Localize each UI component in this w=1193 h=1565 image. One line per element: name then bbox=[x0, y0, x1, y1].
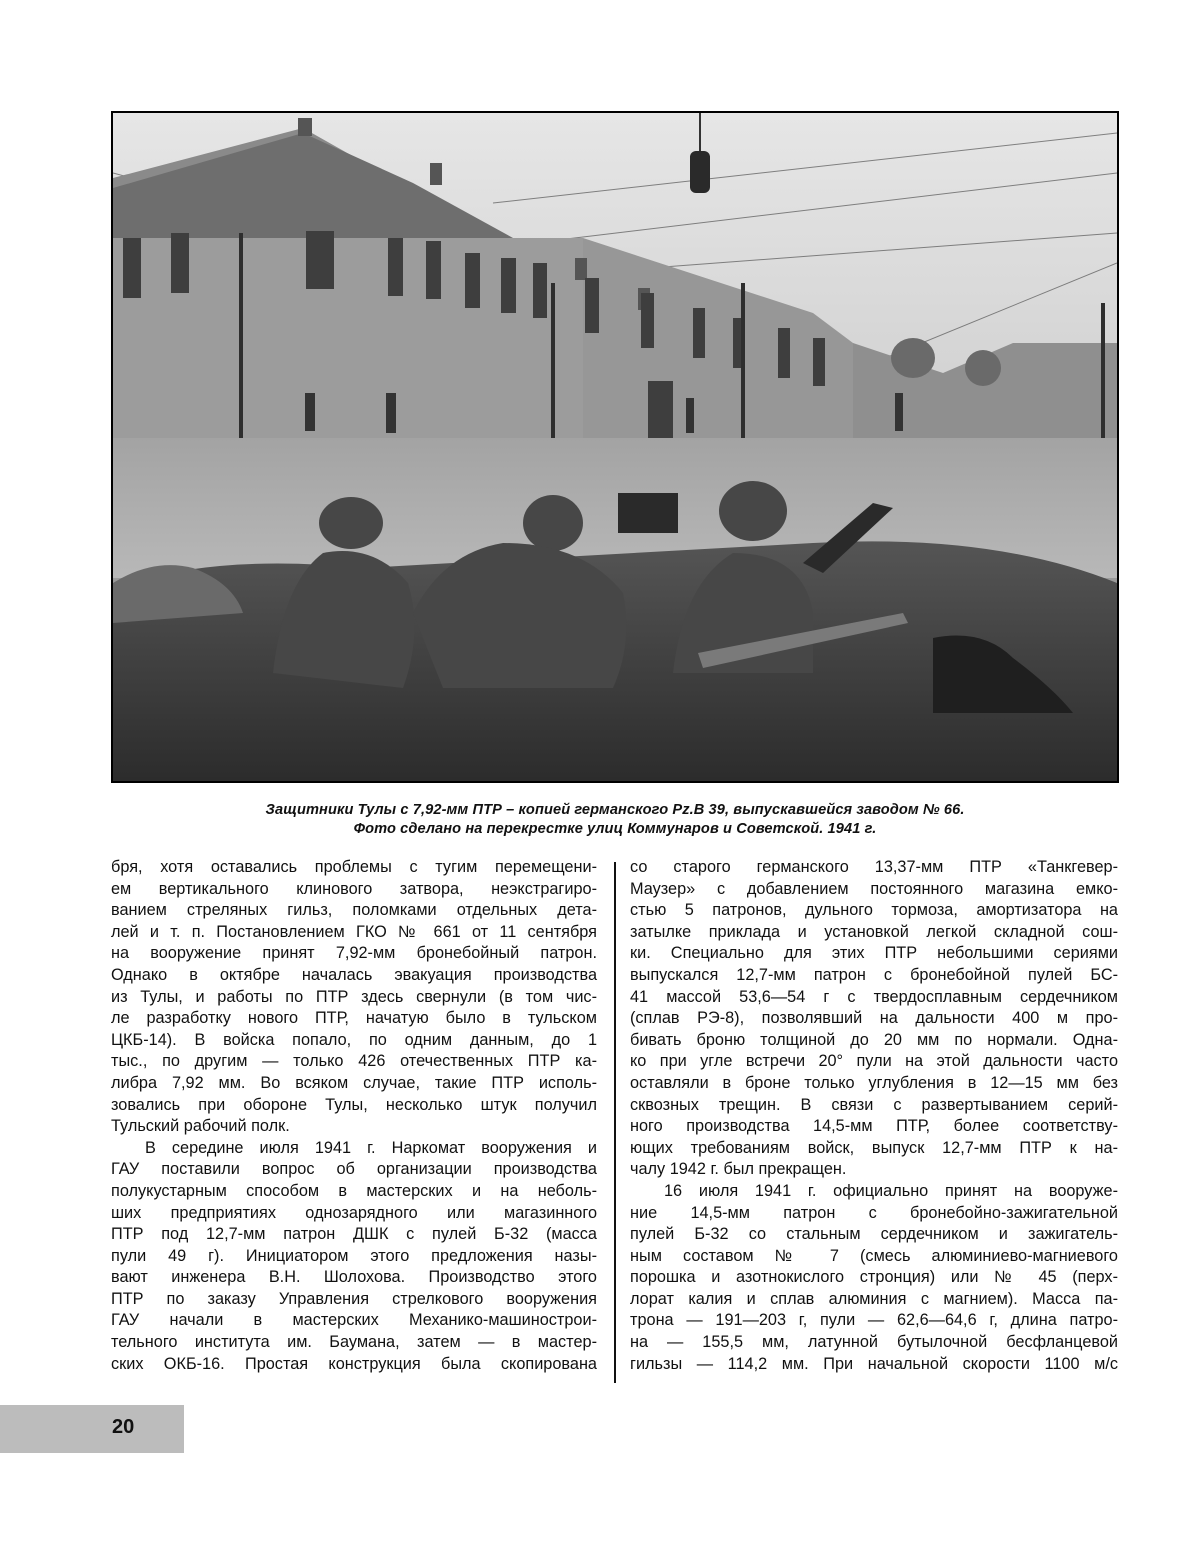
text-line: стью 5 патронов, дульного тормоза, амортизатора на bbox=[630, 901, 1118, 920]
text-line: 41 массой 53,6—54 г с твердосплавным сердечником bbox=[630, 987, 1118, 1006]
page-number: 20 bbox=[112, 1416, 135, 1438]
caption-line-2: Фото сделано на перекрестке улиц Коммунаров и Советской. 1941 г. bbox=[353, 821, 877, 837]
text-line: ки. Специально для этих ПТР небольшими сериями bbox=[630, 944, 1118, 963]
text-line: Однако в октябре началась эвакуация производства bbox=[111, 965, 597, 984]
page-number-tab bbox=[0, 1405, 184, 1453]
text-line: ющих требованиям войск, выпуск 12,7-мм ПТР к на- bbox=[630, 1138, 1118, 1157]
text-line: затылке приклада и установкой легкой складной сош- bbox=[630, 922, 1118, 941]
text-line: порошка и азотнокислого стронция) или № 45 (перх- bbox=[630, 1268, 1118, 1287]
text-line: зовались при обороне Тулы, несколько штук получил bbox=[111, 1095, 597, 1114]
photograph bbox=[111, 111, 1119, 783]
text-line: ем вертикального клинового затвора, неэкстрагиро- bbox=[111, 879, 597, 898]
paragraph-start-line: В середине июля 1941 г. Наркомат вооружения и bbox=[145, 1138, 597, 1157]
text-line: вают инженера В.Н. Шолохова. Производство этого bbox=[111, 1268, 597, 1287]
text-line: ПТР по заказу Управления стрелкового вооружения bbox=[111, 1289, 597, 1308]
text-line: из Тулы, и работы по ПТР здесь свернули (в том чис- bbox=[111, 987, 597, 1006]
text-line: ние 14,5-мм патрон с бронебойно-зажигательной bbox=[630, 1203, 1118, 1222]
caption-line-1: Защитники Тулы с 7,92-мм ПТР – копией германского Pz.B 39, выпускавшейся заводом № 66. bbox=[265, 802, 965, 818]
column-divider bbox=[614, 862, 616, 1383]
text-line: оставляли в броне только углубления в 12—15 мм без bbox=[630, 1073, 1118, 1092]
text-line: ЦКБ-14). В войска попало, по одним данным, до 1 bbox=[111, 1030, 597, 1049]
paragraph-end-line: Тульский рабочий полк. bbox=[111, 1117, 290, 1136]
paragraph-start-line: 16 июля 1941 г. официально принят на вооруже- bbox=[664, 1181, 1118, 1200]
text-line: Маузер» с добавлением постоянного магазина емко- bbox=[630, 879, 1118, 898]
text-line: ГАУ поставили вопрос об организации производства bbox=[111, 1160, 597, 1179]
text-line: лей и т. п. Постановлением ГКО № 661 от 11 сентября bbox=[111, 922, 597, 941]
text-line: со старого германского 13,37-мм ПТР «Танкгевер- bbox=[630, 858, 1118, 876]
text-line: ным составом № 7 (смесь алюминиево-магниевого bbox=[630, 1246, 1118, 1265]
text-line: выпускался 12,7-мм патрон с бронебойной пулей БС- bbox=[630, 965, 1118, 984]
text-line: тельного института им. Баумана, затем — в мастер- bbox=[111, 1333, 597, 1352]
paragraph-end-line: чалу 1942 г. был прекращен. bbox=[630, 1160, 847, 1179]
text-line: ного производства 14,5-мм ПТР, более соответству- bbox=[630, 1117, 1118, 1136]
text-line: пули 49 г). Инициатором этого предложения назы- bbox=[111, 1246, 597, 1265]
right-text-column bbox=[630, 857, 1118, 1375]
text-line: ванием стреляных гильз, поломками отдельных дета- bbox=[111, 901, 597, 920]
text-line: (сплав РЭ-8), позволявший на дальности 400 м про- bbox=[630, 1009, 1118, 1028]
text-line: ПТР под 12,7-мм патрон ДШК с пулей Б-32 (масса bbox=[111, 1225, 597, 1244]
text-line: ских ОКБ-16. Простая конструкция была скопирована bbox=[111, 1354, 597, 1373]
photo-image bbox=[113, 113, 1117, 781]
photo-caption bbox=[150, 801, 1080, 839]
text-line: тыс., по другим — только 426 отечественных ПТР ка- bbox=[111, 1052, 597, 1071]
left-text-column bbox=[111, 857, 597, 1375]
text-line: ших предприятиях однозарядного или магазинного bbox=[111, 1203, 597, 1222]
text-line: ле разработку нового ПТР, начатую было в тульском bbox=[111, 1009, 597, 1028]
text-line: пулей Б-32 со стальным сердечником и зажигатель- bbox=[630, 1225, 1118, 1244]
text-line: гильзы — 114,2 мм. При начальной скорости 1100 м/с bbox=[630, 1354, 1118, 1373]
text-line: бря, хотя оставались проблемы с тугим перемещени- bbox=[111, 858, 597, 876]
text-line: либра 7,92 мм. Во всяком случае, такие ПТР исполь- bbox=[111, 1073, 597, 1092]
text-line: трона — 191—203 г, пули — 62,6—64,6 г, длина патро- bbox=[630, 1311, 1118, 1330]
text-line: сквозных трещин. В связи с развертыванием серий- bbox=[630, 1095, 1118, 1114]
text-line: ГАУ начали в мастерских Механико-машинострои- bbox=[111, 1311, 597, 1330]
text-line: бивать броню толщиной до 20 мм по нормали. Одна- bbox=[630, 1030, 1118, 1049]
text-line: ко при угле встречи 20° пули на этой дальности часто bbox=[630, 1052, 1118, 1071]
text-line: полукустарным способом в мастерских и на неболь- bbox=[111, 1181, 597, 1200]
text-line: на вооружение принят 7,92-мм бронебойный патрон. bbox=[111, 944, 597, 963]
text-line: на — 155,5 мм, латунной бутылочной бесфланцевой bbox=[630, 1333, 1118, 1352]
text-line: лорат калия и сплав алюминия с магнием). Масса па- bbox=[630, 1289, 1118, 1308]
